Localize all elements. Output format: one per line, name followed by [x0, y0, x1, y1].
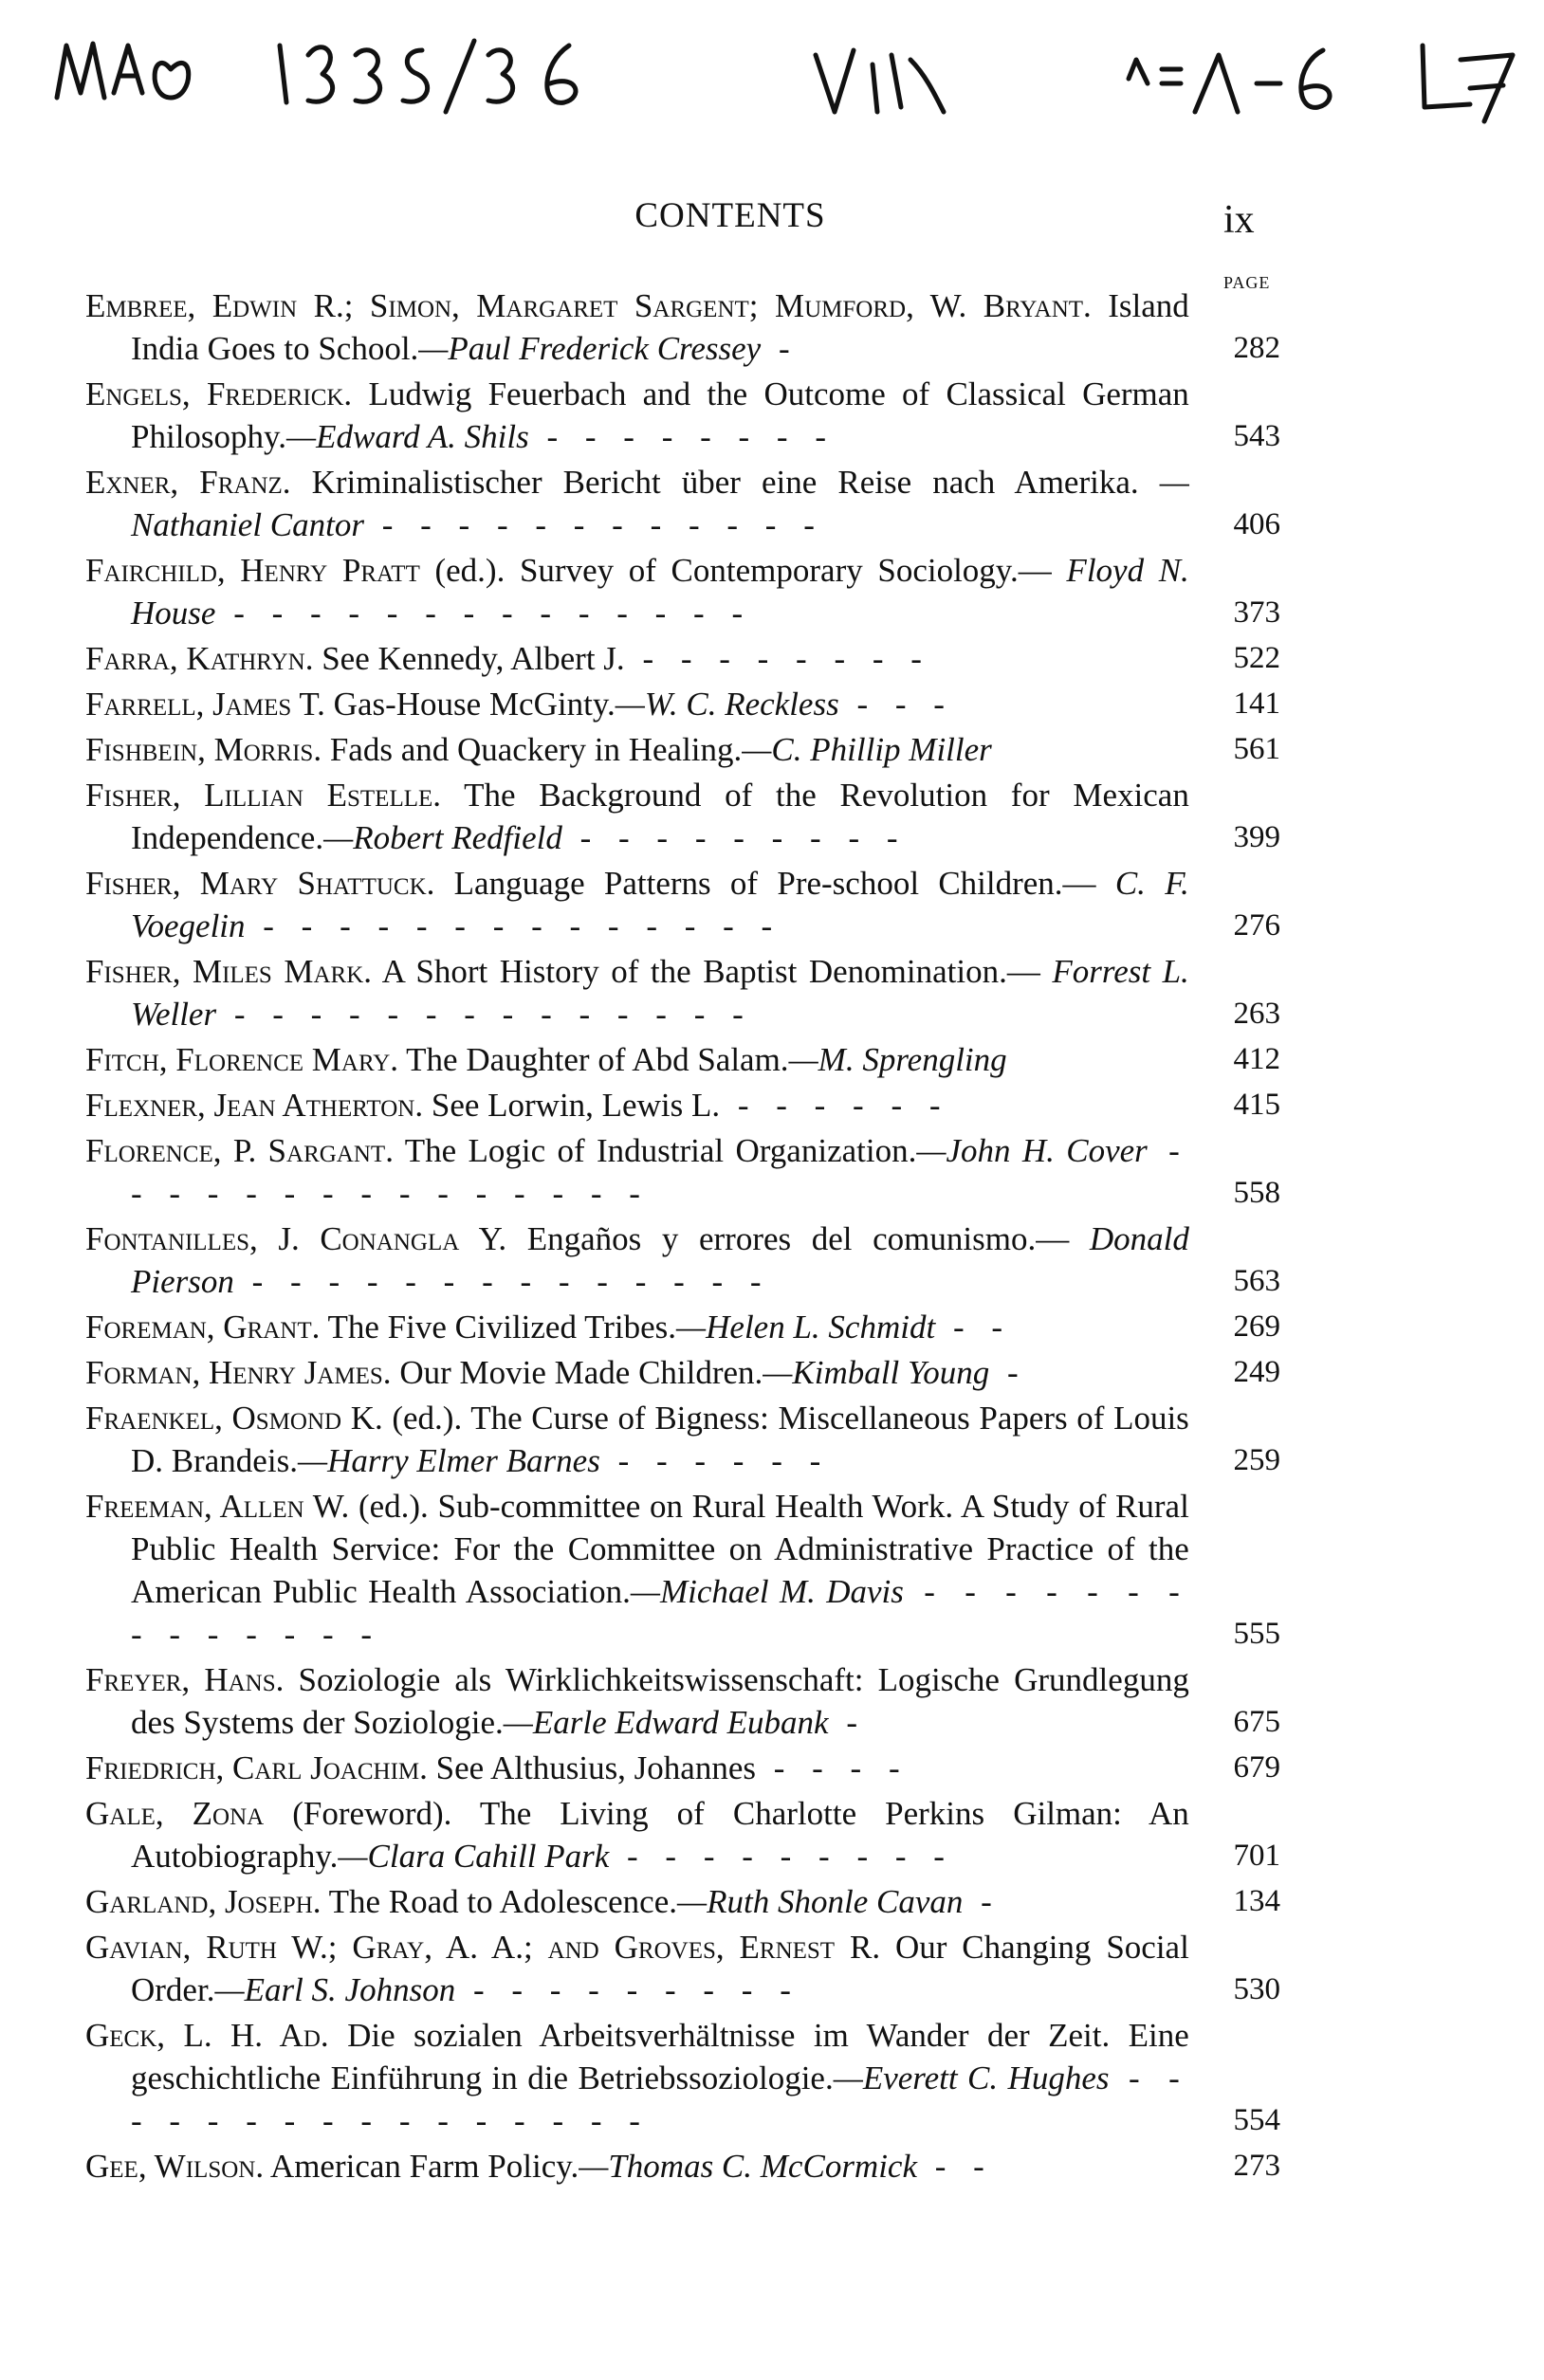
entry-title: The Daughter of Abd Salam. — [398, 1041, 789, 1078]
entry-reviewer: —Harry Elmer Barnes — [297, 1442, 600, 1479]
entry-leader: - - - - - - - - — [624, 640, 931, 677]
entry-reviewer: —John H. Cover — [916, 1132, 1148, 1169]
page-number: ix — [1223, 198, 1255, 242]
contents-entry — [85, 1658, 1280, 1744]
entry-text — [85, 1129, 1189, 1215]
entry-title: (ed.). The Curse of Bigness: Miscellaneous Papers of Louis D. Brandeis. — [131, 1400, 1189, 1479]
entry-text — [85, 1926, 1189, 2011]
entry-author: Forman, Henry James. — [85, 1354, 392, 1391]
entry-leader: - - - - - - - - - - - - - - — [245, 907, 782, 944]
entry-author: Fairchild, Henry Pratt — [85, 552, 420, 589]
entry-title: (ed.). Sub-committee on Rural Health Work. A Study of Rural Public Health Service: For the Committee on Administrative Practice of the American Public Health Association. — [131, 1488, 1189, 1610]
entry-page-number: 259 — [1233, 1443, 1280, 1477]
entry-title: (ed.). Survey of Contemporary Sociology.— — [419, 552, 1052, 589]
entry-text — [85, 774, 1189, 859]
entry-reviewer: C. F. Voegelin — [131, 865, 1189, 944]
contents-entry — [85, 1397, 1280, 1482]
entry-title: Fads and Quackery in Healing. — [322, 731, 743, 768]
entry-text — [85, 1306, 1189, 1348]
entry-leader: - - — [935, 1309, 1012, 1346]
entry-leader: - - - - - - — [599, 1442, 831, 1479]
entry-title: Soziologie als Wirklichkeitswissenschaft: Logische Grundlegung des Systems der Soziologie. — [131, 1661, 1189, 1741]
entry-page-number: 558 — [1233, 1176, 1280, 1210]
entry-author: Fontanilles, J. Conangla Y. — [85, 1220, 507, 1257]
contents-entry — [85, 1084, 1280, 1126]
entry-author: Fisher, Miles Mark. — [85, 953, 372, 990]
entry-reviewer: Floyd N. House — [131, 552, 1189, 632]
entry-page-number: 675 — [1233, 1705, 1280, 1739]
entry-reviewer: —Earl S. Johnson — [214, 1971, 456, 2008]
contents-list — [85, 284, 1280, 2190]
entry-text — [85, 461, 1189, 546]
contents-entry — [85, 461, 1280, 546]
entry-leader: - - - - - - - - - - - - - - — [233, 1263, 771, 1300]
entry-author: Friedrich, Carl Joachim. — [85, 1749, 428, 1786]
entry-leader: - — [963, 1883, 1002, 1920]
entry-author: Flexner, Jean Atherton. — [85, 1087, 424, 1124]
contents-entry — [85, 1217, 1280, 1303]
entry-title: American Farm Policy. — [264, 2148, 579, 2185]
page-column-label: PAGE — [1223, 273, 1271, 292]
page-header — [0, 192, 1544, 248]
entry-page-number: 273 — [1233, 2149, 1280, 2183]
entry-reviewer: —Robert Redfield — [323, 819, 562, 856]
entry-page-number: 269 — [1233, 1309, 1280, 1344]
entry-author: Embree, Edwin R.; Simon, Margaret Sargent; Mumford, W. Bryant. — [85, 287, 1092, 324]
entry-text — [85, 950, 1189, 1035]
contents-entry — [85, 1038, 1280, 1081]
entry-text — [85, 1351, 1189, 1394]
entry-author: Freyer, Hans. — [85, 1661, 285, 1698]
entry-reviewer: Donald Pierson — [131, 1220, 1189, 1300]
contents-entry — [85, 2014, 1280, 2142]
contents-entry — [85, 683, 1280, 725]
entry-title: See Lorwin, Lewis L. — [423, 1087, 721, 1124]
entry-leader: - - - - - - - - - - - - - - — [215, 595, 753, 632]
entry-text — [85, 683, 1189, 725]
contents-entry — [85, 1306, 1280, 1348]
page-title: CONTENTS — [634, 196, 826, 235]
entry-text — [85, 2014, 1189, 2142]
entry-title: See Althusius, Johannes — [427, 1749, 756, 1786]
contents-entry — [85, 862, 1280, 947]
entry-title: Ludwig Feuerbach and the Outcome of Classical German Philosophy. — [131, 375, 1189, 455]
contents-entry — [85, 950, 1280, 1035]
entry-page-number: 522 — [1233, 641, 1280, 675]
entry-title: See Kennedy, Albert J. — [313, 640, 625, 677]
contents-entry — [85, 373, 1280, 458]
entry-page-number: 561 — [1233, 732, 1280, 766]
contents-entry — [85, 637, 1280, 680]
entry-author: Fraenkel, Osmond K. — [85, 1400, 383, 1437]
entry-text — [85, 862, 1189, 947]
entry-text — [85, 1397, 1189, 1482]
contents-entry — [85, 1747, 1280, 1789]
entry-reviewer: —W. C. Reckless — [615, 686, 839, 723]
entry-author: Farrell, James T. — [85, 686, 325, 723]
entry-page-number: 263 — [1233, 997, 1280, 1031]
contents-entry — [85, 1129, 1280, 1215]
entry-text — [85, 1880, 1189, 1923]
contents-entry — [85, 549, 1280, 634]
entry-author: Farra, Kathryn. — [85, 640, 314, 677]
entry-page-number: 563 — [1233, 1264, 1280, 1298]
entry-leader: - - - - - - - - - — [609, 1838, 954, 1875]
entry-page-number: 530 — [1233, 1972, 1280, 2006]
entry-text — [85, 2145, 1189, 2188]
entry-author: Engels, Frederick. — [85, 375, 353, 412]
entry-title: Island India Goes to School. — [131, 287, 1189, 367]
entry-author: Fisher, Mary Shattuck. — [85, 865, 435, 902]
entry-leader: - - - - - - - - - - - - - - - — [131, 1132, 1189, 1212]
entry-reviewer: —Earle Edward Eubank — [503, 1704, 829, 1741]
entry-title: (Foreword). The Living of Charlotte Perkins Gilman: An Autobiography. — [131, 1795, 1189, 1875]
entry-leader: - - - - - - - - - - - - - - - - — [131, 2060, 1189, 2139]
entry-title: The Logic of Industrial Organization. — [393, 1132, 917, 1169]
entry-author: Fisher, Lillian Estelle. — [85, 777, 442, 814]
entry-text — [85, 1792, 1189, 1877]
entry-reviewer: —Ruth Shonle Cavan — [677, 1883, 964, 1920]
entry-leader: - - - - - - - - - - - - — [364, 506, 824, 543]
entry-leader: - - - - - - — [720, 1087, 950, 1124]
entry-leader: - — [761, 330, 800, 367]
entry-leader: - — [989, 1354, 1028, 1391]
entry-reviewer: —Thomas C. McCormick — [579, 2148, 918, 2185]
contents-entry — [85, 728, 1280, 771]
entry-page-number: 554 — [1233, 2103, 1280, 2137]
entry-text — [85, 1038, 1189, 1081]
entry-reviewer: —Paul Frederick Cressey — [418, 330, 762, 367]
entry-author: Fishbein, Morris. — [85, 731, 322, 768]
entry-author: Foreman, Grant. — [85, 1309, 321, 1346]
entry-reviewer: —Michael M. Davis — [630, 1573, 904, 1610]
entry-title: Language Patterns of Pre-school Children.— — [434, 865, 1096, 902]
entry-text — [85, 1747, 1189, 1789]
entry-page-number: 373 — [1233, 595, 1280, 630]
entry-title: Our Movie Made Children. — [391, 1354, 763, 1391]
entry-leader: - - - - - - - - - — [455, 1971, 800, 2008]
entry-reviewer: —Edward A. Shils — [286, 418, 529, 455]
entry-title: Die sozialen Arbeitsverhältnisse im Wander der Zeit. Eine geschichtliche Einführung in die Betriebssoziologie. — [131, 2017, 1189, 2096]
entry-page-number: 399 — [1233, 820, 1280, 854]
entry-author: Freeman, Allen W. — [85, 1488, 350, 1525]
contents-entry — [85, 1880, 1280, 1923]
entry-reviewer: —Kimball Young — [763, 1354, 990, 1391]
entry-author: Geck, L. H. Ad. — [85, 2017, 329, 2054]
entry-text — [85, 549, 1189, 634]
entry-page-number: 282 — [1233, 331, 1280, 365]
entry-leader: - — [828, 1704, 867, 1741]
entry-text — [85, 1217, 1189, 1303]
entry-author: Exner, Franz. — [85, 464, 291, 501]
entry-title: Engaños y errores del comunismo.— — [506, 1220, 1070, 1257]
entry-text — [85, 1084, 1189, 1126]
entry-page-number: 276 — [1233, 908, 1280, 943]
entry-reviewer: —Nathaniel Cantor — [131, 464, 1189, 543]
entry-title: Our Changing Social Order. — [131, 1929, 1189, 2008]
entry-title: Kriminalistischer Bericht über eine Reise nach Amerika. — [290, 464, 1139, 501]
entry-author: Gavian, Ruth W.; Gray, A. A.; and Groves, Ernest R. — [85, 1929, 881, 1966]
contents-entry — [85, 1792, 1280, 1877]
entry-text — [85, 637, 1189, 680]
entry-title: A Short History of the Baptist Denomination.— — [372, 953, 1040, 990]
handwritten-annotation — [38, 17, 1517, 140]
entry-title: The Road to Adolescence. — [321, 1883, 677, 1920]
entry-leader: - - - - - - - - - - - - - - — [131, 1573, 1189, 1653]
contents-entry — [85, 1485, 1280, 1656]
contents-entry — [85, 774, 1280, 859]
entry-author: Garland, Joseph. — [85, 1883, 322, 1920]
entry-leader: - - - - — [756, 1749, 910, 1786]
entry-author: Gee, Wilson. — [85, 2148, 265, 2185]
entry-page-number: 701 — [1233, 1839, 1280, 1873]
entry-page-number: 543 — [1233, 419, 1280, 453]
contents-entry — [85, 284, 1280, 370]
entry-page-number: 555 — [1233, 1617, 1280, 1651]
entry-title: The Five Civilized Tribes. — [320, 1309, 677, 1346]
entry-page-number: 415 — [1233, 1088, 1280, 1122]
entry-page-number: 679 — [1233, 1750, 1280, 1785]
contents-entry — [85, 2145, 1280, 2188]
entry-text — [85, 1658, 1189, 1744]
entry-text — [85, 284, 1189, 370]
entry-leader: - - - - - - - - — [528, 418, 836, 455]
entry-text — [85, 728, 1189, 771]
entry-leader: - - — [917, 2148, 994, 2185]
entry-leader: - - - — [838, 686, 954, 723]
entry-page-number: 412 — [1233, 1042, 1280, 1076]
entry-text — [85, 1485, 1189, 1656]
entry-page-number: 249 — [1233, 1355, 1280, 1389]
entry-author: Fitch, Florence Mary. — [85, 1041, 399, 1078]
entry-leader: - - - - - - - - - - - - - - — [216, 996, 753, 1033]
entry-reviewer: —M. Sprengling — [788, 1041, 1007, 1078]
entry-leader: - - - - - - - - - — [561, 819, 908, 856]
entry-author: Florence, P. Sargant. — [85, 1132, 394, 1169]
entry-title: Gas-House McGinty. — [324, 686, 616, 723]
entry-reviewer: —Helen L. Schmidt — [676, 1309, 936, 1346]
entry-page-number: 406 — [1233, 507, 1280, 541]
entry-page-number: 134 — [1233, 1884, 1280, 1918]
contents-entry — [85, 1926, 1280, 2011]
entry-reviewer: Forrest L. Weller — [131, 953, 1189, 1033]
entry-text — [85, 373, 1189, 458]
entry-reviewer: —Clara Cahill Park — [338, 1838, 610, 1875]
entry-reviewer: —Everett C. Hughes — [833, 2060, 1110, 2096]
entry-page-number: 141 — [1233, 687, 1280, 721]
entry-title: The Background of the Revolution for Mexican Independence. — [131, 777, 1189, 856]
contents-entry — [85, 1351, 1280, 1394]
handwritten-annotation-drawing — [38, 17, 1517, 140]
entry-reviewer: —C. Phillip Miller — [742, 731, 992, 768]
entry-author: Gale, Zona — [85, 1795, 265, 1832]
